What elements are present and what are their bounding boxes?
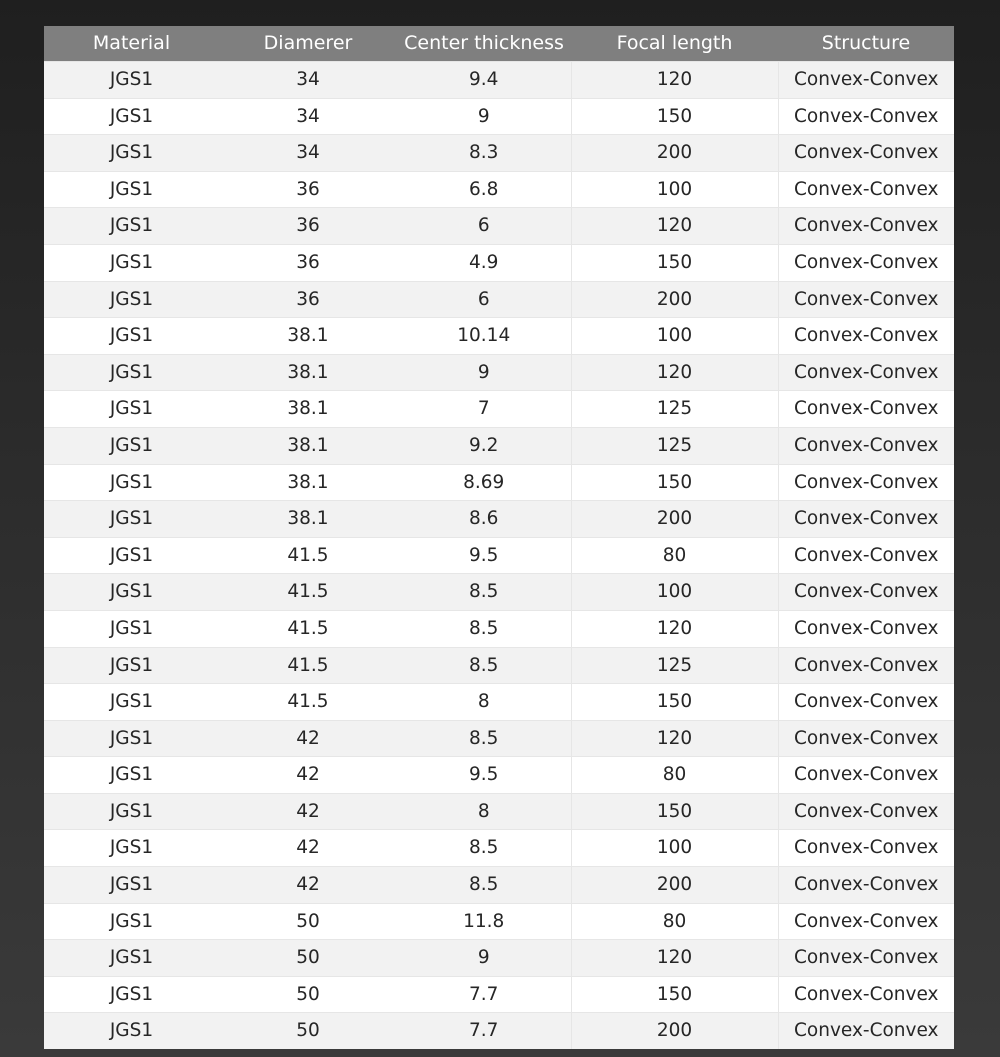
cell-diameter: 42 xyxy=(219,830,397,867)
table-row xyxy=(44,684,954,721)
cell-focal-length: 120 xyxy=(571,720,778,757)
cell-material: JGS1 xyxy=(44,98,219,135)
cell-structure: Convex-Convex xyxy=(778,464,954,501)
cell-structure: Convex-Convex xyxy=(778,318,954,355)
table-row xyxy=(44,208,954,245)
cell-structure: Convex-Convex xyxy=(778,830,954,867)
cell-center-thickness: 7.7 xyxy=(397,976,571,1013)
cell-focal-length: 80 xyxy=(571,537,778,574)
table-row xyxy=(44,976,954,1013)
cell-diameter: 34 xyxy=(219,98,397,135)
cell-structure: Convex-Convex xyxy=(778,867,954,904)
cell-diameter: 34 xyxy=(219,62,397,99)
cell-material: JGS1 xyxy=(44,244,219,281)
cell-focal-length: 200 xyxy=(571,1013,778,1049)
cell-center-thickness: 7.7 xyxy=(397,1013,571,1049)
table-row xyxy=(44,793,954,830)
cell-structure: Convex-Convex xyxy=(778,244,954,281)
table-row xyxy=(44,391,954,428)
table-row xyxy=(44,537,954,574)
cell-diameter: 50 xyxy=(219,976,397,1013)
cell-material: JGS1 xyxy=(44,171,219,208)
cell-center-thickness: 8.5 xyxy=(397,610,571,647)
cell-structure: Convex-Convex xyxy=(778,354,954,391)
cell-diameter: 36 xyxy=(219,208,397,245)
cell-material: JGS1 xyxy=(44,537,219,574)
cell-structure: Convex-Convex xyxy=(778,720,954,757)
cell-material: JGS1 xyxy=(44,464,219,501)
cell-material: JGS1 xyxy=(44,757,219,794)
cell-focal-length: 200 xyxy=(571,135,778,172)
table-row xyxy=(44,720,954,757)
table-row xyxy=(44,830,954,867)
cell-focal-length: 125 xyxy=(571,391,778,428)
cell-material: JGS1 xyxy=(44,830,219,867)
cell-center-thickness: 8.3 xyxy=(397,135,571,172)
cell-diameter: 50 xyxy=(219,940,397,977)
header-diameter: Diamerer xyxy=(263,32,353,54)
cell-structure: Convex-Convex xyxy=(778,610,954,647)
header-material: Material xyxy=(92,32,171,54)
cell-diameter: 36 xyxy=(219,281,397,318)
cell-focal-length: 100 xyxy=(571,830,778,867)
cell-material: JGS1 xyxy=(44,135,219,172)
cell-diameter: 38.1 xyxy=(219,464,397,501)
cell-focal-length: 200 xyxy=(571,281,778,318)
cell-focal-length: 150 xyxy=(571,684,778,721)
cell-structure: Convex-Convex xyxy=(778,391,954,428)
cell-diameter: 42 xyxy=(219,757,397,794)
cell-material: JGS1 xyxy=(44,208,219,245)
table-header xyxy=(44,26,954,62)
table-row xyxy=(44,244,954,281)
cell-material: JGS1 xyxy=(44,391,219,428)
cell-structure: Convex-Convex xyxy=(778,903,954,940)
cell-center-thickness: 10.14 xyxy=(397,318,571,355)
cell-material: JGS1 xyxy=(44,976,219,1013)
header-row xyxy=(44,26,954,62)
table-row xyxy=(44,610,954,647)
cell-focal-length: 150 xyxy=(571,976,778,1013)
cell-structure: Convex-Convex xyxy=(778,281,954,318)
cell-material: JGS1 xyxy=(44,574,219,611)
cell-diameter: 41.5 xyxy=(219,610,397,647)
cell-center-thickness: 9.2 xyxy=(397,427,571,464)
cell-structure: Convex-Convex xyxy=(778,940,954,977)
cell-focal-length: 80 xyxy=(571,903,778,940)
cell-structure: Convex-Convex xyxy=(778,62,954,99)
spec-table-container xyxy=(44,26,954,1042)
cell-diameter: 41.5 xyxy=(219,537,397,574)
table-row xyxy=(44,318,954,355)
cell-center-thickness: 8.5 xyxy=(397,720,571,757)
cell-material: JGS1 xyxy=(44,610,219,647)
table-row xyxy=(44,501,954,538)
cell-center-thickness: 6 xyxy=(397,281,571,318)
table-row xyxy=(44,354,954,391)
table-row xyxy=(44,281,954,318)
lens-spec-table xyxy=(44,26,954,1049)
cell-structure: Convex-Convex xyxy=(778,647,954,684)
cell-center-thickness: 11.8 xyxy=(397,903,571,940)
cell-center-thickness: 9 xyxy=(397,98,571,135)
cell-focal-length: 150 xyxy=(571,244,778,281)
cell-material: JGS1 xyxy=(44,647,219,684)
cell-center-thickness: 4.9 xyxy=(397,244,571,281)
cell-focal-length: 150 xyxy=(571,464,778,501)
cell-diameter: 36 xyxy=(219,171,397,208)
cell-focal-length: 100 xyxy=(571,574,778,611)
cell-diameter: 38.1 xyxy=(219,501,397,538)
cell-center-thickness: 8.6 xyxy=(397,501,571,538)
cell-focal-length: 150 xyxy=(571,98,778,135)
cell-structure: Convex-Convex xyxy=(778,574,954,611)
cell-material: JGS1 xyxy=(44,281,219,318)
cell-diameter: 38.1 xyxy=(219,354,397,391)
cell-center-thickness: 9 xyxy=(397,354,571,391)
cell-focal-length: 120 xyxy=(571,354,778,391)
table-row xyxy=(44,135,954,172)
cell-structure: Convex-Convex xyxy=(778,793,954,830)
cell-center-thickness: 9.5 xyxy=(397,537,571,574)
cell-structure: Convex-Convex xyxy=(778,684,954,721)
table-row xyxy=(44,903,954,940)
cell-diameter: 38.1 xyxy=(219,427,397,464)
cell-material: JGS1 xyxy=(44,318,219,355)
cell-structure: Convex-Convex xyxy=(778,757,954,794)
cell-structure: Convex-Convex xyxy=(778,537,954,574)
cell-center-thickness: 6.8 xyxy=(397,171,571,208)
cell-diameter: 50 xyxy=(219,1013,397,1049)
cell-structure: Convex-Convex xyxy=(778,976,954,1013)
table-row xyxy=(44,464,954,501)
cell-focal-length: 100 xyxy=(571,171,778,208)
table-row xyxy=(44,171,954,208)
cell-diameter: 50 xyxy=(219,903,397,940)
table-row xyxy=(44,62,954,99)
cell-diameter: 42 xyxy=(219,867,397,904)
table-row xyxy=(44,647,954,684)
cell-material: JGS1 xyxy=(44,501,219,538)
cell-structure: Convex-Convex xyxy=(778,208,954,245)
cell-focal-length: 200 xyxy=(571,501,778,538)
table-row xyxy=(44,757,954,794)
cell-structure: Convex-Convex xyxy=(778,98,954,135)
table-row xyxy=(44,98,954,135)
cell-diameter: 42 xyxy=(219,793,397,830)
cell-structure: Convex-Convex xyxy=(778,427,954,464)
cell-material: JGS1 xyxy=(44,720,219,757)
cell-diameter: 42 xyxy=(219,720,397,757)
cell-focal-length: 150 xyxy=(571,793,778,830)
cell-center-thickness: 8.69 xyxy=(397,464,571,501)
cell-center-thickness: 8.5 xyxy=(397,574,571,611)
cell-material: JGS1 xyxy=(44,1013,219,1049)
header-center-thickness: Center thickness xyxy=(404,32,564,54)
cell-material: JGS1 xyxy=(44,867,219,904)
cell-center-thickness: 6 xyxy=(397,208,571,245)
cell-material: JGS1 xyxy=(44,940,219,977)
cell-diameter: 36 xyxy=(219,244,397,281)
cell-structure: Convex-Convex xyxy=(778,171,954,208)
cell-focal-length: 120 xyxy=(571,610,778,647)
cell-focal-length: 120 xyxy=(571,62,778,99)
cell-material: JGS1 xyxy=(44,793,219,830)
table-row xyxy=(44,867,954,904)
cell-center-thickness: 7 xyxy=(397,391,571,428)
table-row xyxy=(44,1013,954,1049)
cell-center-thickness: 8 xyxy=(397,793,571,830)
cell-focal-length: 120 xyxy=(571,208,778,245)
cell-structure: Convex-Convex xyxy=(778,501,954,538)
cell-diameter: 41.5 xyxy=(219,684,397,721)
cell-focal-length: 120 xyxy=(571,940,778,977)
table-body xyxy=(44,62,954,1050)
cell-material: JGS1 xyxy=(44,684,219,721)
cell-diameter: 41.5 xyxy=(219,647,397,684)
cell-diameter: 38.1 xyxy=(219,391,397,428)
cell-material: JGS1 xyxy=(44,903,219,940)
cell-center-thickness: 8 xyxy=(397,684,571,721)
cell-material: JGS1 xyxy=(44,354,219,391)
cell-center-thickness: 8.5 xyxy=(397,647,571,684)
cell-focal-length: 100 xyxy=(571,318,778,355)
cell-center-thickness: 9 xyxy=(397,940,571,977)
cell-structure: Convex-Convex xyxy=(778,1013,954,1049)
cell-material: JGS1 xyxy=(44,427,219,464)
cell-focal-length: 80 xyxy=(571,757,778,794)
header-structure: Structure xyxy=(821,32,911,54)
table-row xyxy=(44,574,954,611)
cell-diameter: 34 xyxy=(219,135,397,172)
cell-diameter: 41.5 xyxy=(219,574,397,611)
cell-center-thickness: 8.5 xyxy=(397,830,571,867)
cell-center-thickness: 8.5 xyxy=(397,867,571,904)
table-row xyxy=(44,940,954,977)
cell-material: JGS1 xyxy=(44,62,219,99)
cell-focal-length: 125 xyxy=(571,427,778,464)
cell-structure: Convex-Convex xyxy=(778,135,954,172)
header-focal-length: Focal length xyxy=(616,32,733,54)
table-row xyxy=(44,427,954,464)
cell-focal-length: 200 xyxy=(571,867,778,904)
cell-focal-length: 125 xyxy=(571,647,778,684)
cell-diameter: 38.1 xyxy=(219,318,397,355)
cell-center-thickness: 9.5 xyxy=(397,757,571,794)
cell-center-thickness: 9.4 xyxy=(397,62,571,99)
